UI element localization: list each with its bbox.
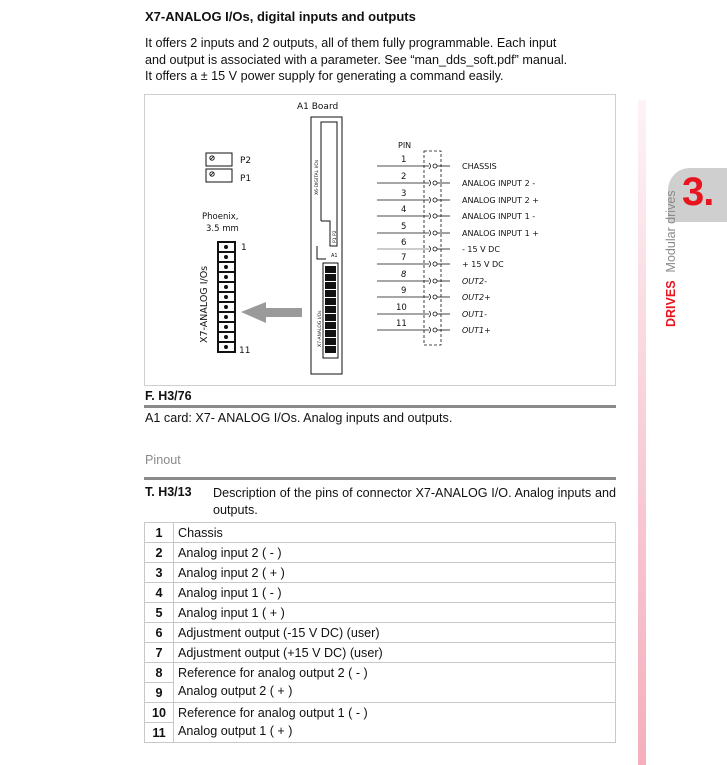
svg-text:6: 6 [401, 238, 407, 248]
pin-description: Adjustment output (-15 V DC) (user) [174, 623, 616, 643]
figure-caption: A1 card: X7- ANALOG I/Os. Analog inputs and outputs. [145, 411, 453, 425]
connector-type-label: Phoenix, [202, 212, 239, 222]
pin-wire-6 [377, 238, 500, 254]
pin-description-merged [174, 703, 616, 743]
pin-description-merged [174, 663, 616, 703]
pin-wire-4 [377, 205, 535, 221]
chapter-subtitle: Modular drives [664, 190, 678, 273]
pin-description: Analog input 2 ( + ) [174, 563, 616, 583]
pin-wire-11 [377, 319, 491, 335]
chapter-number: 3. [682, 170, 714, 214]
pin-number: 9 [145, 683, 174, 703]
svg-text:1: 1 [401, 155, 407, 165]
table-divider [144, 477, 616, 480]
pin-number: 7 [145, 643, 174, 663]
svg-text:4: 4 [401, 205, 407, 215]
board-p-label: P1 P2 [333, 230, 338, 243]
pin-wire-7 [377, 253, 504, 269]
svg-text:5: 5 [401, 222, 407, 232]
svg-text:ANALOG INPUT 2 +: ANALOG INPUT 2 + [462, 196, 539, 205]
svg-text:ANALOG INPUT 2 -: ANALOG INPUT 2 - [462, 179, 536, 188]
svg-text:OUT1-: OUT1- [462, 310, 488, 319]
intro-paragraph [145, 35, 617, 85]
table-row [145, 623, 616, 643]
pin-number: 11 [145, 723, 174, 743]
p1-label: P1 [240, 174, 252, 184]
pin-number: 6 [145, 623, 174, 643]
pin-wire-8 [377, 270, 487, 286]
pin-description: Reference for analog output 2 ( - ) [178, 666, 368, 680]
pin-wire-9 [377, 286, 491, 302]
svg-text:- 15 V DC: - 15 V DC [462, 245, 500, 254]
table-row [145, 663, 616, 683]
table-row [145, 543, 616, 563]
table-row [145, 603, 616, 623]
pin-number: 3 [145, 563, 174, 583]
svg-text:9: 9 [401, 286, 407, 296]
table-row [145, 583, 616, 603]
board-a1-label: A1 [331, 253, 338, 259]
chapter-title: DRIVES [664, 280, 678, 327]
table-row [145, 643, 616, 663]
terminal-block-icon [217, 241, 236, 353]
svg-text:8: 8 [401, 270, 407, 280]
p1-potentiometer-icon [206, 169, 232, 182]
svg-text:+ 15 V DC: + 15 V DC [462, 260, 504, 269]
intro-line: It offers 2 inputs and 2 outputs, all of them fully programmable. Each input [145, 36, 557, 50]
arrow-left-icon [241, 302, 302, 323]
p2-label: P2 [240, 156, 252, 166]
pin-description: Analog output 1 ( + ) [178, 724, 293, 738]
intro-line: It offers a ± 15 V power supply for generating a command easily. [145, 69, 504, 83]
svg-text:2: 2 [401, 172, 407, 182]
board-connector-pins-icon [325, 266, 336, 353]
table-row [145, 563, 616, 583]
svg-text:OUT2-: OUT2- [462, 277, 488, 286]
pin-description: Analog input 1 ( + ) [174, 603, 616, 623]
pin-description: Chassis [174, 523, 616, 543]
table-row [145, 703, 616, 723]
section-heading: X7-ANALOG I/Os, digital inputs and outputs [145, 9, 416, 24]
pin-number: 10 [145, 703, 174, 723]
board-digital-label: X6-DIGITAL I/Os [315, 159, 320, 195]
pin-wire-10 [377, 303, 487, 319]
table-title: Description of the pins of connector X7-ANALOG I/O. Analog inputs and outputs. [213, 486, 616, 517]
connector-figure [144, 94, 616, 386]
connector-name-label: X7-ANALOG I/Os [199, 265, 210, 343]
pin-wire-3 [377, 189, 539, 205]
table-row [145, 523, 616, 543]
table-id: T. H3/13 [145, 485, 192, 499]
svg-text:OUT2+: OUT2+ [462, 293, 491, 302]
svg-text:CHASSIS: CHASSIS [462, 162, 497, 171]
chapter-side-title [664, 190, 678, 327]
board-analog-label: X7-ANALOG I/Os [318, 310, 323, 347]
connector-pitch-label: 3.5 mm [206, 224, 239, 234]
connector-housing-icon [424, 151, 441, 345]
svg-text:3: 3 [401, 189, 407, 199]
wiring-diagram [145, 95, 617, 387]
board-title: A1 Board [297, 102, 339, 112]
svg-text:ANALOG INPUT 1 -: ANALOG INPUT 1 - [462, 212, 536, 221]
intro-line: and output is associated with a parameter. See “man_dds_soft.pdf” manual. [145, 52, 568, 67]
pin-number: 4 [145, 583, 174, 603]
pin-wire-1 [377, 155, 497, 171]
pin-number: 8 [145, 663, 174, 683]
pin-last-label: 11 [239, 346, 251, 356]
svg-text:OUT1+: OUT1+ [462, 326, 491, 335]
pin-description: Analog input 1 ( - ) [174, 583, 616, 603]
pin-header: PIN [398, 141, 412, 150]
svg-text:10: 10 [396, 303, 407, 313]
svg-text:11: 11 [396, 319, 407, 329]
pin-description: Adjustment output (+15 V DC) (user) [174, 643, 616, 663]
figure-divider [144, 405, 616, 408]
pin-number: 1 [145, 523, 174, 543]
p2-potentiometer-icon [206, 153, 232, 166]
pinout-table [144, 522, 616, 743]
svg-text:ANALOG INPUT 1 +: ANALOG INPUT 1 + [462, 229, 539, 238]
pin-description: Analog input 2 ( - ) [174, 543, 616, 563]
pin-first-label: 1 [241, 243, 247, 253]
pin-wire-5 [377, 222, 539, 238]
pin-number: 2 [145, 543, 174, 563]
pin-description: Analog output 2 ( + ) [178, 684, 293, 698]
figure-id: F. H3/76 [145, 389, 192, 403]
pin-number: 5 [145, 603, 174, 623]
pinout-subheading: Pinout [145, 453, 181, 467]
pin-description: Reference for analog output 1 ( - ) [178, 706, 368, 720]
svg-text:7: 7 [401, 253, 407, 263]
margin-accent-bar [638, 100, 646, 765]
pin-wire-2 [377, 172, 535, 188]
